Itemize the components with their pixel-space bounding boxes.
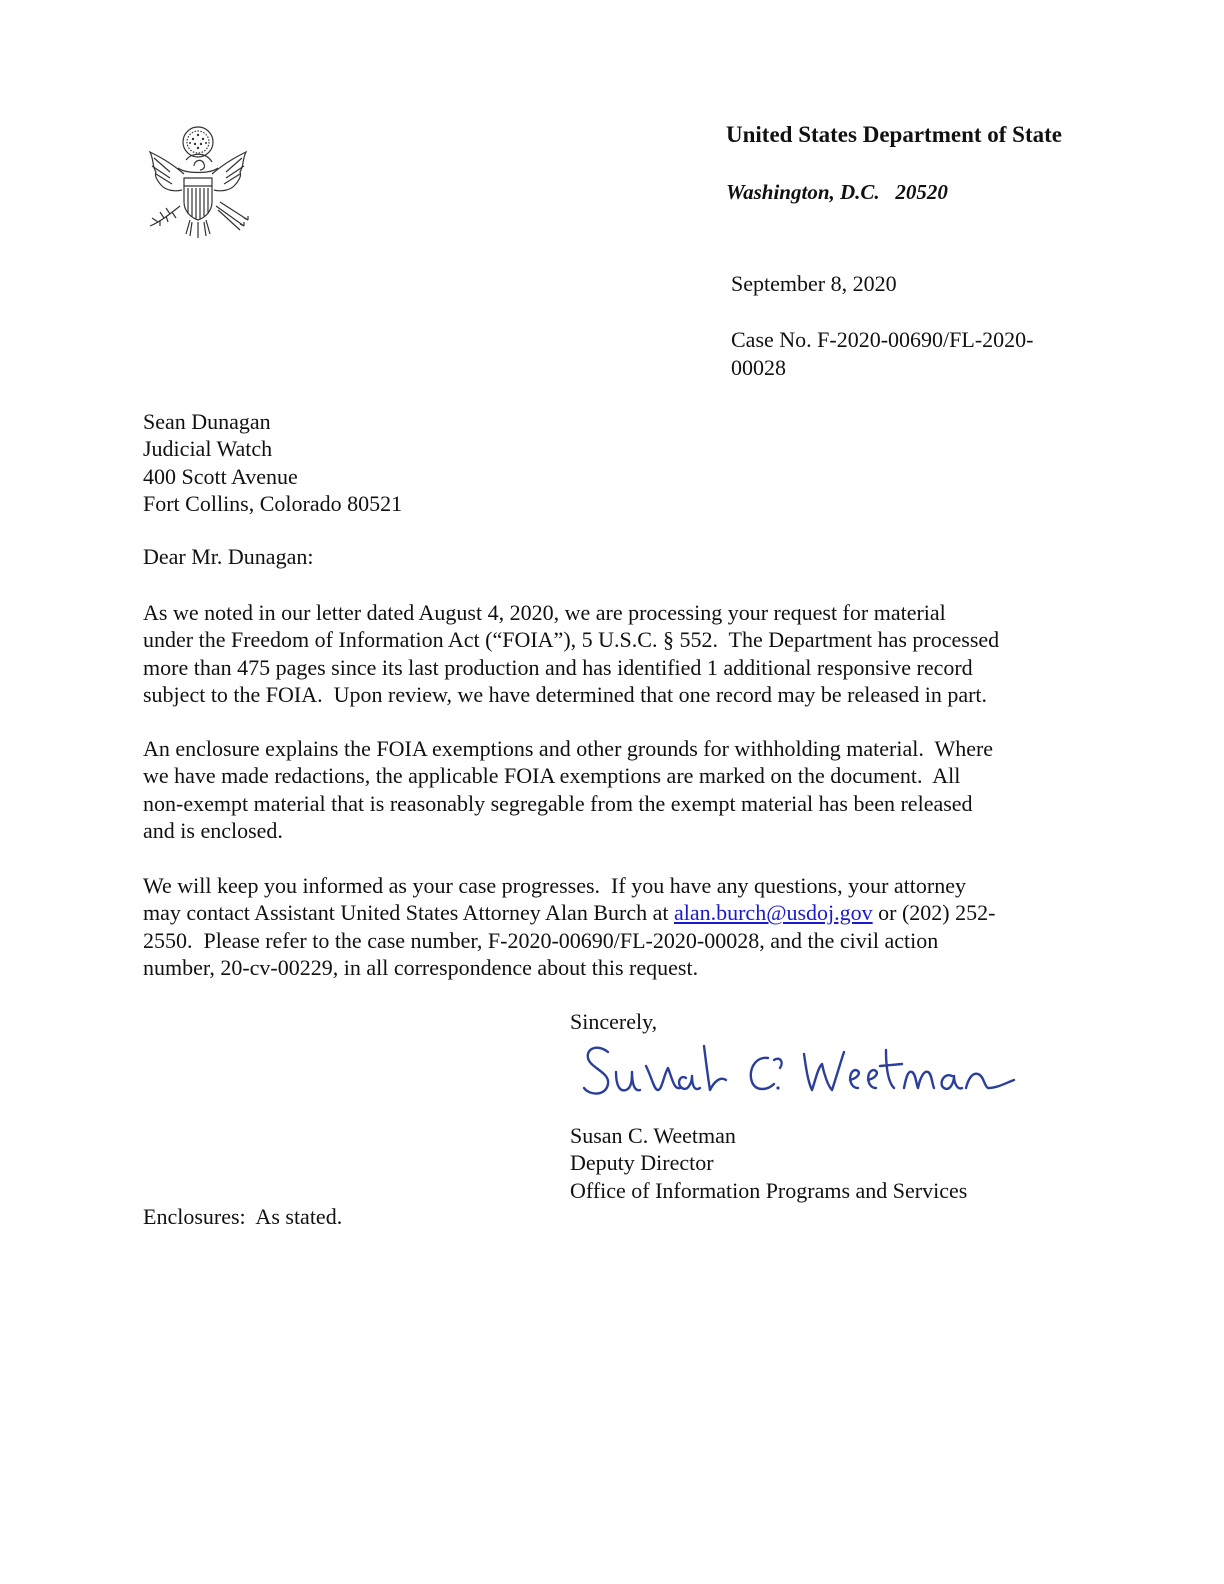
signer-name: Susan C. Weetman <box>570 1123 736 1148</box>
signature-graphic <box>568 1038 1038 1118</box>
paragraph-line: number, 20-cv-00229, in all correspondence about this request. <box>143 954 699 980</box>
paragraph-line <box>143 899 995 926</box>
body-paragraph-1 <box>143 599 999 708</box>
paragraph-line: As we noted in our letter dated August 4, 2020, we are processing your request for material <box>143 600 946 625</box>
body-paragraph-2 <box>143 735 993 844</box>
recipient-address <box>143 408 402 517</box>
paragraph-line: non-exempt material that is reasonably segregable from the exempt material has been released <box>143 790 973 816</box>
paragraph-line: subject to the FOIA. Upon review, we have determined that one record may be released in part. <box>143 681 988 707</box>
body-paragraph-3 <box>143 872 995 981</box>
eagle-seal-graphic <box>140 122 256 244</box>
salutation: Dear Mr. Dunagan: <box>143 544 314 569</box>
paragraph-text: may contact Assistant United States Attorney Alan Burch at <box>143 900 674 926</box>
case-number-line: Case No. F-2020-00690/FL-2020- <box>731 327 1034 352</box>
enclosures-note: Enclosures: As stated. <box>143 1204 343 1229</box>
paragraph-line: 2550. Please refer to the case number, F-2020-00690/FL-2020-00028, and the civil action <box>143 927 939 953</box>
recipient-organization: Judicial Watch <box>143 436 273 462</box>
signer-title: Deputy Director <box>570 1150 714 1176</box>
recipient-city-state-zip: Fort Collins, Colorado 80521 <box>143 490 403 516</box>
paragraph-line: An enclosure explains the FOIA exemptions and other grounds for withholding material. Where <box>143 736 994 761</box>
case-number <box>731 326 1071 382</box>
handwritten-signature <box>568 1038 1038 1118</box>
great-seal-icon <box>140 122 256 244</box>
case-number-line: 00028 <box>731 355 786 380</box>
closing: Sincerely, <box>570 1009 658 1034</box>
paragraph-line: under the Freedom of Information Act (“FOIA”), 5 U.S.C. § 552. The Department has processed <box>143 627 1000 653</box>
recipient-name: Sean Dunagan <box>143 409 271 434</box>
recipient-street: 400 Scott Avenue <box>143 463 298 489</box>
letter-date: September 8, 2020 <box>731 271 897 296</box>
signer-office: Office of Information Programs and Services <box>570 1177 968 1203</box>
signer-block <box>570 1122 967 1204</box>
paragraph-text: or (202) 252- <box>872 900 996 926</box>
paragraph-line: We will keep you informed as your case progresses. If you have any questions, your attorney <box>143 873 967 898</box>
paragraph-line: more than 475 pages since its last production and has identified 1 additional responsive record <box>143 654 973 680</box>
letterhead-city-line: Washington, D.C. 20520 <box>726 180 948 204</box>
attorney-email-link[interactable]: alan.burch@usdoj.gov <box>673 900 873 926</box>
paragraph-line: we have made redactions, the applicable FOIA exemptions are marked on the document. All <box>143 763 961 789</box>
paragraph-line: and is enclosed. <box>143 817 283 843</box>
letterhead-organization: United States Department of State <box>726 122 1062 147</box>
